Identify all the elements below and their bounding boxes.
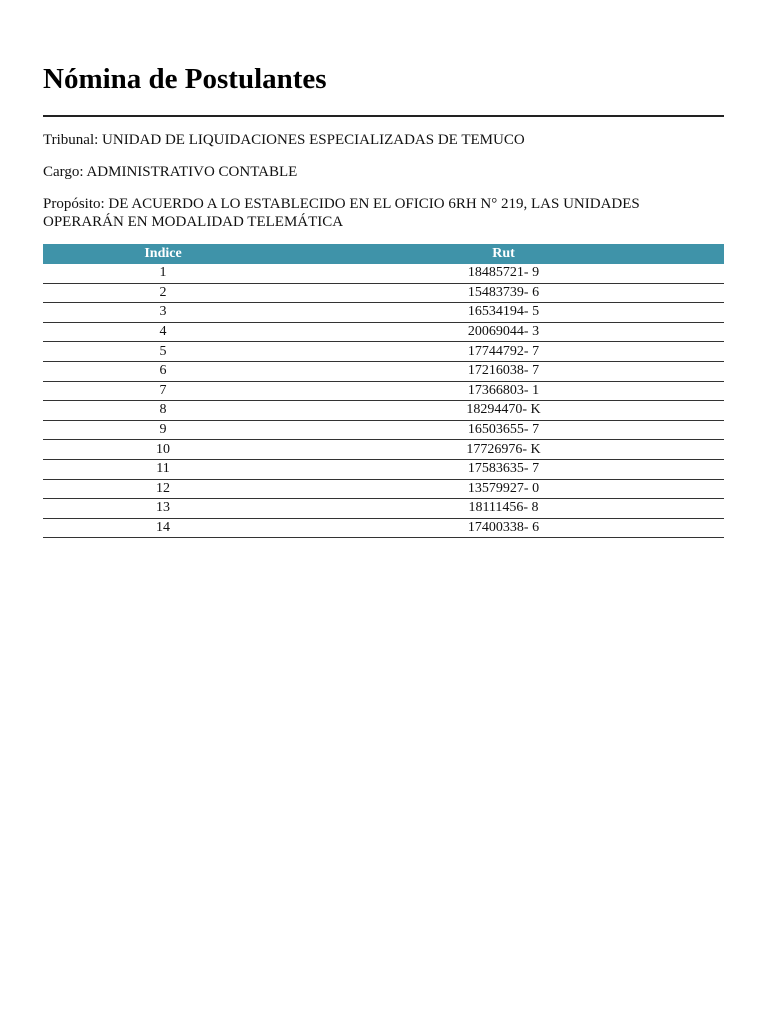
cargo-field: Cargo: ADMINISTRATIVO CONTABLE	[43, 164, 298, 180]
table-row	[43, 401, 724, 421]
rut-cell: 17366803- 1	[283, 381, 724, 401]
indice-cell: 11	[43, 459, 283, 479]
indice-cell: 1	[43, 264, 283, 283]
indice-cell: 13	[43, 499, 283, 519]
indice-cell: 4	[43, 322, 283, 342]
table-body	[43, 264, 724, 538]
indice-cell: 7	[43, 381, 283, 401]
table-header-row	[43, 244, 724, 264]
indice-cell: 10	[43, 440, 283, 460]
rut-cell: 17744792- 7	[283, 342, 724, 362]
rut-cell: 18111456- 8	[283, 499, 724, 519]
table-row	[43, 518, 724, 538]
tribunal-field: Tribunal: UNIDAD DE LIQUIDACIONES ESPECIALIZADAS DE TEMUCO	[43, 132, 525, 148]
rut-cell: 16503655- 7	[283, 420, 724, 440]
rut-cell: 17583635- 7	[283, 459, 724, 479]
table-row	[43, 322, 724, 342]
rut-cell: 17400338- 6	[283, 518, 724, 538]
indice-cell: 8	[43, 401, 283, 421]
proposito-line-1: Propósito: DE ACUERDO A LO ESTABLECIDO EN EL OFICIO 6RH N° 219, LAS UNIDADES	[43, 196, 640, 212]
table-row	[43, 499, 724, 519]
indice-cell: 9	[43, 420, 283, 440]
table-row	[43, 303, 724, 323]
table-header	[43, 244, 724, 264]
proposito-field	[43, 195, 703, 231]
table-row	[43, 381, 724, 401]
indice-cell: 2	[43, 283, 283, 303]
title-divider	[43, 115, 724, 117]
rut-cell: 18294470- K	[283, 401, 724, 421]
indice-cell: 5	[43, 342, 283, 362]
rut-cell: 17726976- K	[283, 440, 724, 460]
indice-cell: 6	[43, 361, 283, 381]
indice-cell: 12	[43, 479, 283, 499]
applicants-table	[43, 244, 724, 538]
proposito-line-2: OPERARÁN EN MODALIDAD TELEMÁTICA	[43, 214, 344, 230]
table-row	[43, 420, 724, 440]
table-row	[43, 440, 724, 460]
table-row	[43, 459, 724, 479]
indice-cell: 14	[43, 518, 283, 538]
table-row	[43, 342, 724, 362]
rut-cell: 13579927- 0	[283, 479, 724, 499]
table-row	[43, 361, 724, 381]
table-row	[43, 283, 724, 303]
rut-cell: 18485721- 9	[283, 264, 724, 283]
rut-cell: 17216038- 7	[283, 361, 724, 381]
page-title: Nómina de Postulantes	[43, 63, 327, 95]
column-header-rut: Rut	[283, 244, 724, 264]
rut-cell: 20069044- 3	[283, 322, 724, 342]
table-row	[43, 264, 724, 283]
rut-cell: 15483739- 6	[283, 283, 724, 303]
table-row	[43, 479, 724, 499]
rut-cell: 16534194- 5	[283, 303, 724, 323]
indice-cell: 3	[43, 303, 283, 323]
column-header-indice: Indice	[43, 244, 283, 264]
